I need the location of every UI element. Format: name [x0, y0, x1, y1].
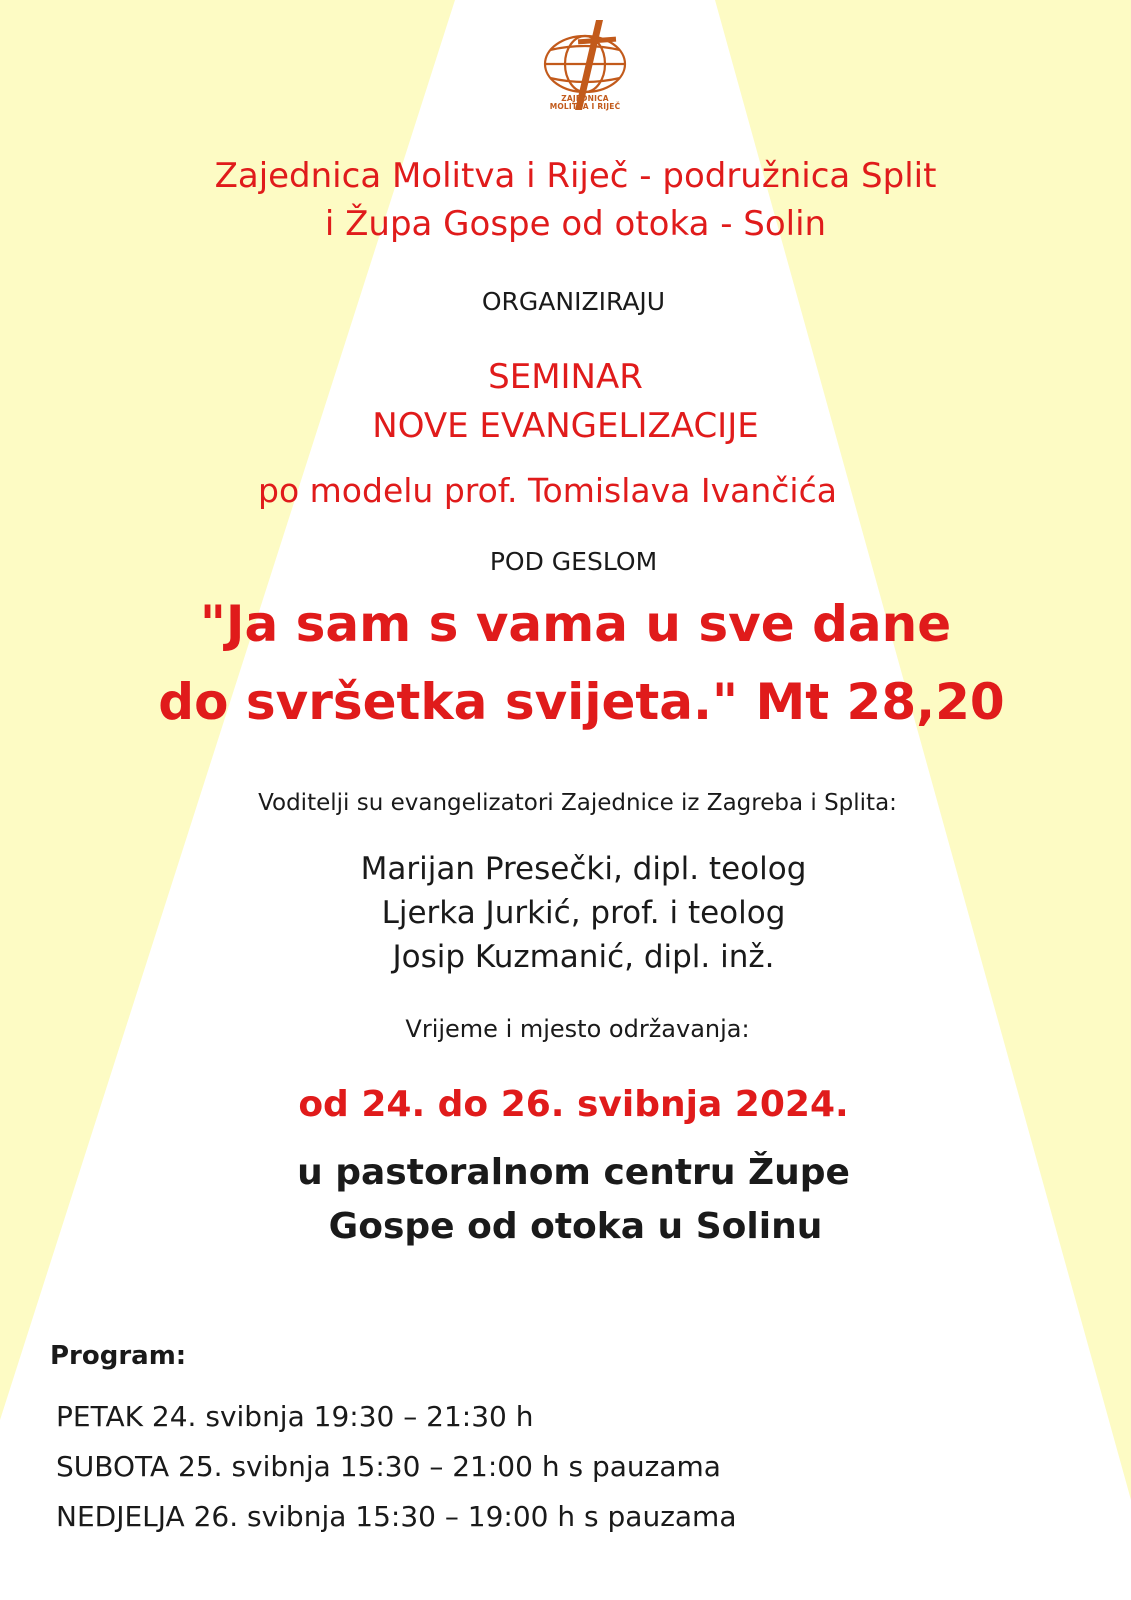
- logo-line2: MOLITVA I RIJEČ: [549, 102, 621, 112]
- seminar-title-1: SEMINAR: [488, 357, 643, 397]
- organizer-line-2: i Župa Gospe od otoka - Solin: [324, 204, 827, 244]
- motto-line-2: do svršetka svijeta." Mt 28,20: [158, 673, 1005, 731]
- program-item-1: PETAK 24. svibnja 19:30 – 21:30 h: [56, 1400, 534, 1433]
- program-title: Program:: [50, 1341, 187, 1371]
- organizer-line-1: Zajednica Molitva i Riječ - podružnica Split: [214, 156, 937, 196]
- leader-name-1: Marijan Presečki, dipl. teolog: [360, 851, 807, 887]
- program-item-3: NEDJELJA 26. svibnja 15:30 – 19:00 h s pauzama: [56, 1500, 737, 1533]
- event-place-1: u pastoralnom centru Župe: [297, 1152, 850, 1193]
- leader-name-3: Josip Kuzmanić, dipl. inž.: [392, 939, 775, 975]
- motto-intro: POD GESLOM: [489, 547, 658, 576]
- event-place-2: Gospe od otoka u Solinu: [328, 1206, 823, 1247]
- organize-label: ORGANIZIRAJU: [481, 287, 666, 316]
- event-dates: od 24. do 26. svibnja 2024.: [298, 1084, 849, 1125]
- logo-line1: ZAJEDNICA: [561, 94, 609, 103]
- motto-line-1: "Ja sam s vama u sve dane: [199, 595, 952, 653]
- event-intro: Vrijeme i mjesto održavanja:: [405, 1015, 750, 1043]
- leaders-intro: Voditelji su evangelizatori Zajednice iz Zagreba i Splita:: [258, 790, 897, 816]
- seminar-title-2: NOVE EVANGELIZACIJE: [372, 406, 759, 446]
- logo-wordmark: [530, 95, 640, 112]
- seminar-model: po modelu prof. Tomislava Ivančića: [258, 471, 837, 510]
- program-item-2: SUBOTA 25. svibnja 15:30 – 21:00 h s pauzama: [56, 1450, 721, 1483]
- leader-name-2: Ljerka Jurkić, prof. i teolog: [381, 895, 786, 931]
